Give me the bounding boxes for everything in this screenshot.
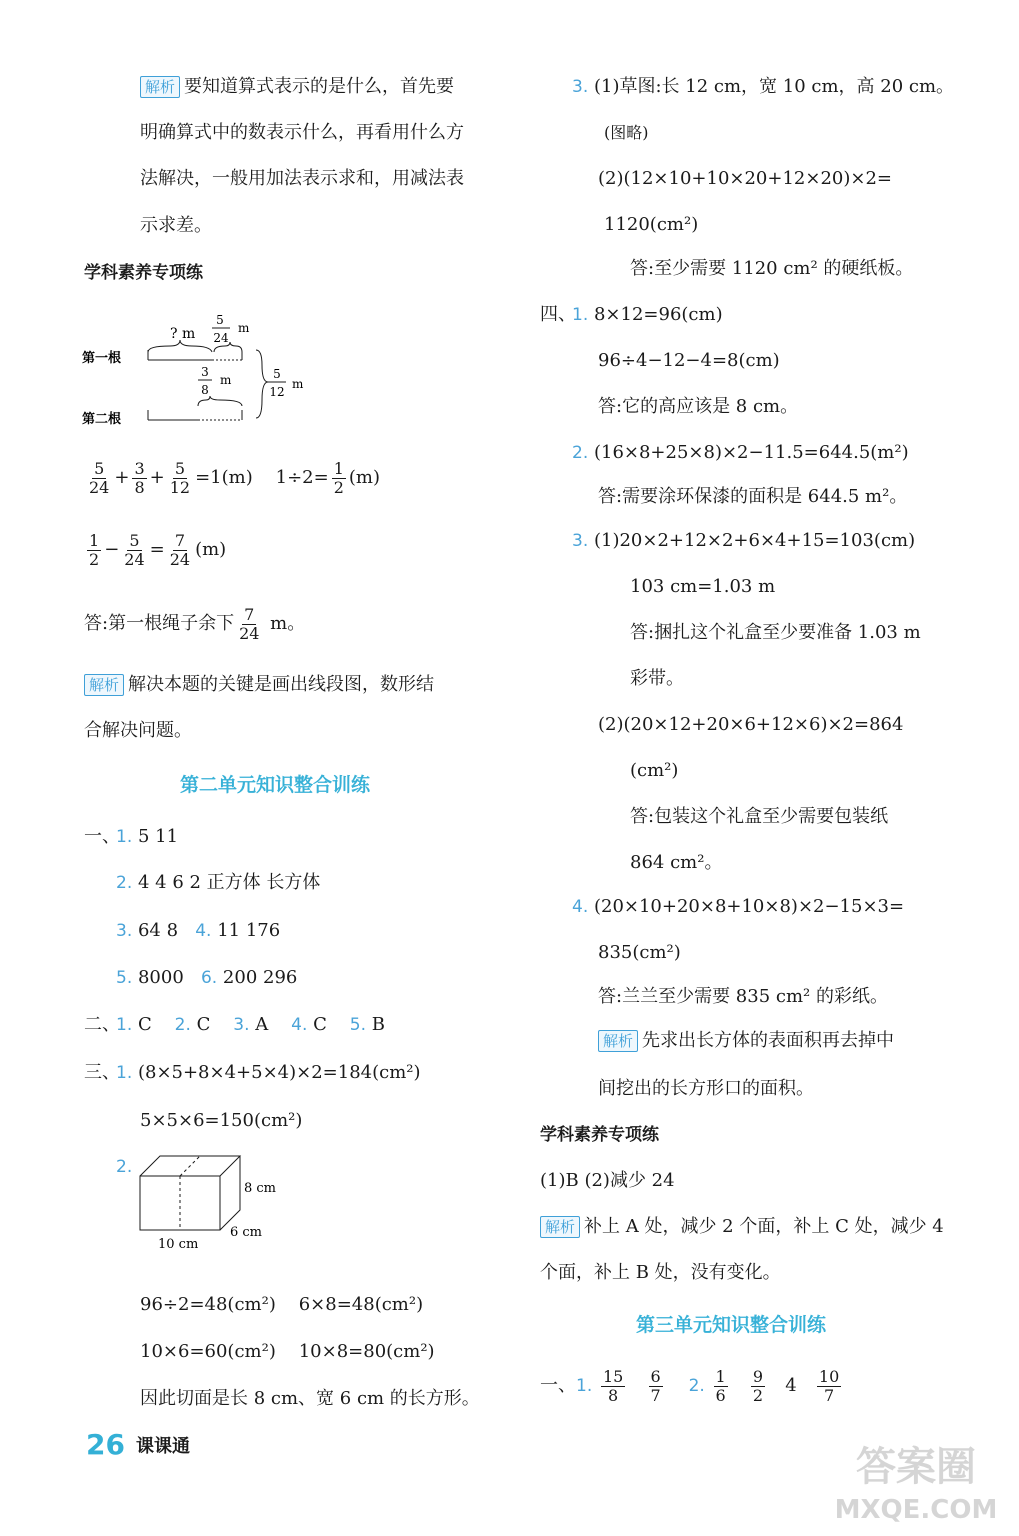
answer-row: 1120(cm²) (604, 214, 699, 235)
svg-text:m: m (292, 377, 304, 391)
analysis-tag: 解析 (540, 1216, 580, 1238)
svg-text:6 cm: 6 cm (230, 1225, 263, 1240)
answer-row: 5×5×6=150(cm²) (140, 1110, 303, 1131)
svg-text:8 cm: 8 cm (244, 1181, 277, 1196)
answer-line: 答:包装这个礼盒至少需要包装纸 (630, 806, 889, 827)
answer-row: 835(cm²) (598, 942, 681, 963)
section-label: 一、 (84, 826, 120, 847)
answer-row: 1. (8×5+8×4+5×4)×2=184(cm²) (116, 1062, 421, 1083)
svg-text:12: 12 (269, 385, 285, 399)
segment-diagram (80, 310, 340, 440)
answer-line: 答:捆扎这个礼盒至少要准备 1.03 m (630, 622, 921, 643)
analysis-paragraph: 解析 要知道算式表示的是什么，首先要 (140, 76, 454, 98)
section-label: 四、 (540, 304, 576, 325)
svg-text:5: 5 (216, 313, 224, 327)
analysis-tag: 解析 (140, 76, 180, 98)
section-title: 学科素养专项练 (84, 263, 203, 283)
answer-row: 2. 4 4 6 2 正方体 长方体 (116, 872, 321, 893)
analysis-paragraph: 解析 解决本题的关键是画出线段图，数形结 (84, 674, 434, 696)
text-line: 间挖出的长方形口的面积。 (598, 1078, 814, 1099)
answer-row: 96÷2=48(cm²) 6×8=48(cm²) (140, 1294, 424, 1315)
answer-row: (cm²) (630, 760, 679, 781)
answer-line: 彩带。 (630, 668, 684, 689)
text-line: 明确算式中的数表示什么，再看用什么方 (140, 122, 464, 143)
answer-row: 1. 5 11 (116, 826, 179, 847)
equation-line: $\frac{5}{24}$ + $\frac{3}{8}$ + $\frac{5}{12}$ =1(m) 1÷2= $\frac{1}{2}$ (m) (89, 458, 381, 497)
answer-row: 5. 8000 6. 200 296 (116, 967, 298, 988)
answer-row: 1. C 2. C 3. A 4. C 5. B (116, 1014, 385, 1035)
answer-line: 答:兰兰至少需要 835 cm² 的彩纸。 (598, 986, 888, 1007)
answer-row: (图略) (604, 123, 649, 142)
svg-text:10 cm: 10 cm (158, 1237, 199, 1252)
svg-text:m: m (220, 373, 232, 387)
question-label: ? m (170, 326, 196, 342)
answer-row: 2. (16×8+25×8)×2−11.5=644.5(m²) (572, 442, 909, 463)
text-line: 法解决，一般用加法表示求和，用减法表 (140, 168, 464, 189)
answer-row: (2)(20×12+20×6+12×6)×2=864 (598, 714, 904, 735)
answer-row: (1)B (2)减少 24 (540, 1170, 675, 1191)
answer-row: 3. 64 8 4. 11 176 (116, 920, 281, 941)
svg-text:第二根: 第二根 (82, 412, 122, 427)
section-title: 学科素养专项练 (540, 1125, 659, 1145)
page-number: 26 (86, 1428, 125, 1461)
watermark-logo (831, 1428, 1001, 1528)
answer-row: 因此切面是长 8 cm、宽 6 cm 的长方形。 (140, 1388, 480, 1409)
svg-text:MXQE.COM: MXQE.COM (834, 1495, 998, 1525)
svg-text:答案圈: 答案圈 (856, 1444, 976, 1490)
text-line: 合解决问题。 (84, 720, 192, 741)
answer-row: 1. 8×12=96(cm) (572, 304, 723, 325)
section-label: 三、 (84, 1062, 120, 1083)
answer-row: 一、1. $\frac{15}{8}$ $\frac{6}{7}$ 2. $\frac{1}{6}$ $\frac{9}{2}$ 4 $\frac{10}{7}$ (540, 1366, 840, 1405)
unit-heading: 第三单元知识整合训练 (636, 1314, 827, 1336)
answer-row: 4. (20×10+20×8+10×8)×2−15×3= (572, 896, 905, 917)
answer-row: (2)(12×10+10×20+12×20)×2= (598, 168, 892, 189)
answer-row: 3. (1)草图:长 12 cm，宽 10 cm，高 20 cm。 (572, 76, 955, 97)
text-line: 个面，补上 B 处，没有变化。 (540, 1262, 781, 1283)
svg-text:8: 8 (201, 383, 209, 397)
answer-row: 3. (1)20×2+12×2+6×4+15=103(cm) (572, 530, 916, 551)
answer-row: 103 cm=1.03 m (630, 576, 776, 597)
question-number: 2. (116, 1157, 133, 1177)
cuboid-figure (134, 1152, 304, 1252)
equation-line: $\frac{1}{2}$ − $\frac{5}{24}$ = $\frac{7}{24}$ (m) (89, 530, 227, 569)
answer-line: 答:需要涂环保漆的面积是 644.5 m²。 (598, 486, 908, 507)
answer-row: 96÷4−12−4=8(cm) (598, 350, 780, 371)
answer-line: 答:它的高应该是 8 cm。 (598, 396, 799, 417)
svg-text:3: 3 (201, 365, 209, 379)
analysis-tag: 解析 (598, 1030, 638, 1052)
answer-line: 864 cm²。 (630, 852, 723, 873)
svg-text:24: 24 (213, 331, 229, 345)
svg-text:5: 5 (273, 367, 281, 381)
unit-heading: 第二单元知识整合训练 (180, 774, 371, 796)
svg-text:第一根: 第一根 (82, 351, 122, 366)
analysis-paragraph: 解析 补上 A 处，减少 2 个面，补上 C 处，减少 4 (540, 1216, 944, 1238)
svg-text:m: m (238, 321, 250, 335)
analysis-paragraph: 解析 先求出长方体的表面积再去掉中 (598, 1030, 894, 1052)
brand-name: 课课通 (136, 1436, 190, 1457)
answer-row: 10×6=60(cm²) 10×8=80(cm²) (140, 1341, 435, 1362)
analysis-tag: 解析 (84, 674, 124, 696)
answer-line: 答:第一根绳子余下 $\frac{7}{24}$ m。 (84, 604, 306, 643)
answer-line: 答:至少需要 1120 cm² 的硬纸板。 (630, 258, 914, 279)
text-line: 示求差。 (140, 215, 212, 236)
section-label: 二、 (84, 1014, 120, 1035)
